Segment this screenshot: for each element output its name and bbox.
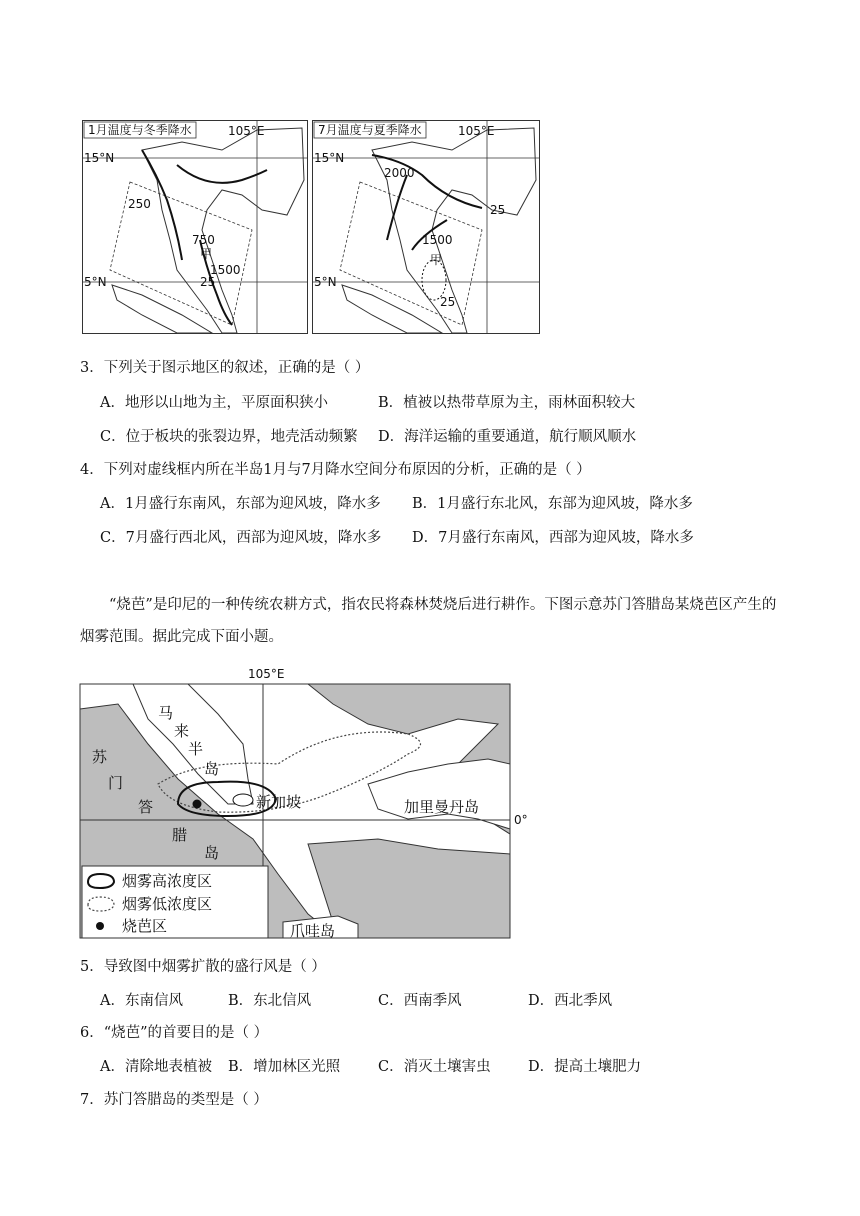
map2-label-1500: 1500	[422, 233, 453, 247]
map3-lat: 0°	[514, 813, 528, 827]
map1-label-1500: 1500	[210, 263, 241, 277]
map2-lat-top: 15°N	[314, 151, 345, 165]
map1-lon: 105°E	[228, 124, 265, 138]
q4-option-c: C．7月盛行西北风，西部为迎风坡，降水多	[100, 530, 382, 546]
q6-option-c: C．消灭土壤害虫	[378, 1059, 491, 1075]
map2-lat-bottom: 5°N	[314, 275, 337, 289]
map3-place-lai: 来	[174, 722, 190, 740]
question-4-stem: 4．下列对虚线框内所在半岛1月与7月降水空间分布原因的分析，正确的是（ ）	[80, 462, 591, 478]
q6-option-a: A．清除地表植被	[100, 1059, 212, 1075]
intro-paragraph: “烧芭”是印尼的一种传统农耕方式，指农民将森林焚烧后进行耕作。下图示意苏门答腊岛某烧芭区产生的烟雾范围。据此完成下面小题。	[80, 597, 777, 645]
map1-lat-top: 15°N	[84, 151, 115, 165]
question-7-stem: 7．苏门答腊岛的类型是（ ）	[80, 1092, 268, 1108]
map-july	[312, 120, 540, 334]
map2-title: 7月温度与夏季降水	[318, 123, 422, 137]
map3-place-da: 答	[138, 798, 154, 816]
q6-option-b: B．增加林区光照	[228, 1059, 341, 1075]
question-3-stem: 3．下列关于图示地区的叙述，正确的是（ ）	[80, 360, 370, 376]
map1-label-250: 250	[128, 197, 151, 211]
q5-option-c: C．西南季风	[378, 993, 462, 1009]
map3-place-su: 苏	[92, 748, 108, 766]
q3-option-c: C．位于板块的张裂边界，地壳活动频繁	[100, 429, 358, 445]
q5-option-b: B．东北信风	[228, 993, 312, 1009]
map3-place-java: 爪哇岛	[290, 922, 336, 940]
question-5-stem: 5．导致图中烟雾扩散的盛行风是（ ）	[80, 959, 326, 975]
map1-lat-bottom: 5°N	[84, 275, 107, 289]
map1-title: 1月温度与冬季降水	[88, 123, 192, 137]
map1-label-jia: 甲	[200, 247, 213, 261]
q3-option-b: B．植被以热带草原为主，雨林面积较大	[378, 395, 636, 411]
map-january	[82, 120, 308, 334]
map3-place-men: 门	[108, 774, 124, 792]
map2-label-2000: 2000	[384, 166, 415, 180]
q4-option-b: B．1月盛行东北风，东部为迎风坡，降水多	[412, 496, 693, 512]
q3-option-d: D．海洋运输的重要通道，航行顺风顺水	[378, 429, 637, 445]
map3-place-la: 腊	[172, 826, 188, 844]
map1-label-25: 25	[200, 275, 216, 289]
map2-lon: 105°E	[458, 124, 495, 138]
map3-place-ban: 半	[188, 740, 204, 758]
map-smoke	[78, 664, 558, 942]
map3-place-singapore: 新加坡	[256, 793, 302, 811]
q5-option-d: D．西北季风	[528, 993, 613, 1009]
map3-place-dao1: 岛	[204, 760, 220, 778]
legend-burn: 烧芭区	[122, 917, 168, 935]
map2-label-25a: 25	[490, 203, 506, 217]
map1-label-750: 750	[192, 233, 215, 247]
legend-burn-icon	[96, 922, 104, 930]
map3-lon: 105°E	[248, 667, 285, 681]
q6-option-d: D．提高土壤肥力	[528, 1059, 642, 1075]
q5-option-a: A．东南信风	[100, 993, 183, 1009]
map3-place-kalimantan: 加里曼丹岛	[404, 798, 480, 816]
q3-option-a: A．地形以山地为主，平原面积狭小	[100, 395, 328, 411]
legend-low: 烟雾低浓度区	[122, 895, 213, 913]
map3-place-dao2: 岛	[204, 844, 220, 862]
map2-label-25b: 25	[440, 295, 456, 309]
legend-high: 烟雾高浓度区	[122, 872, 213, 890]
question-6-stem: 6．“烧芭”的首要目的是（ ）	[80, 1025, 269, 1041]
q4-option-d: D．7月盛行东南风，西部为迎风坡，降水多	[412, 530, 694, 546]
map3-place-ma: 马	[158, 704, 174, 722]
q4-option-a: A．1月盛行东南风，东部为迎风坡，降水多	[100, 496, 381, 512]
map2-label-jia: 甲	[430, 253, 443, 267]
